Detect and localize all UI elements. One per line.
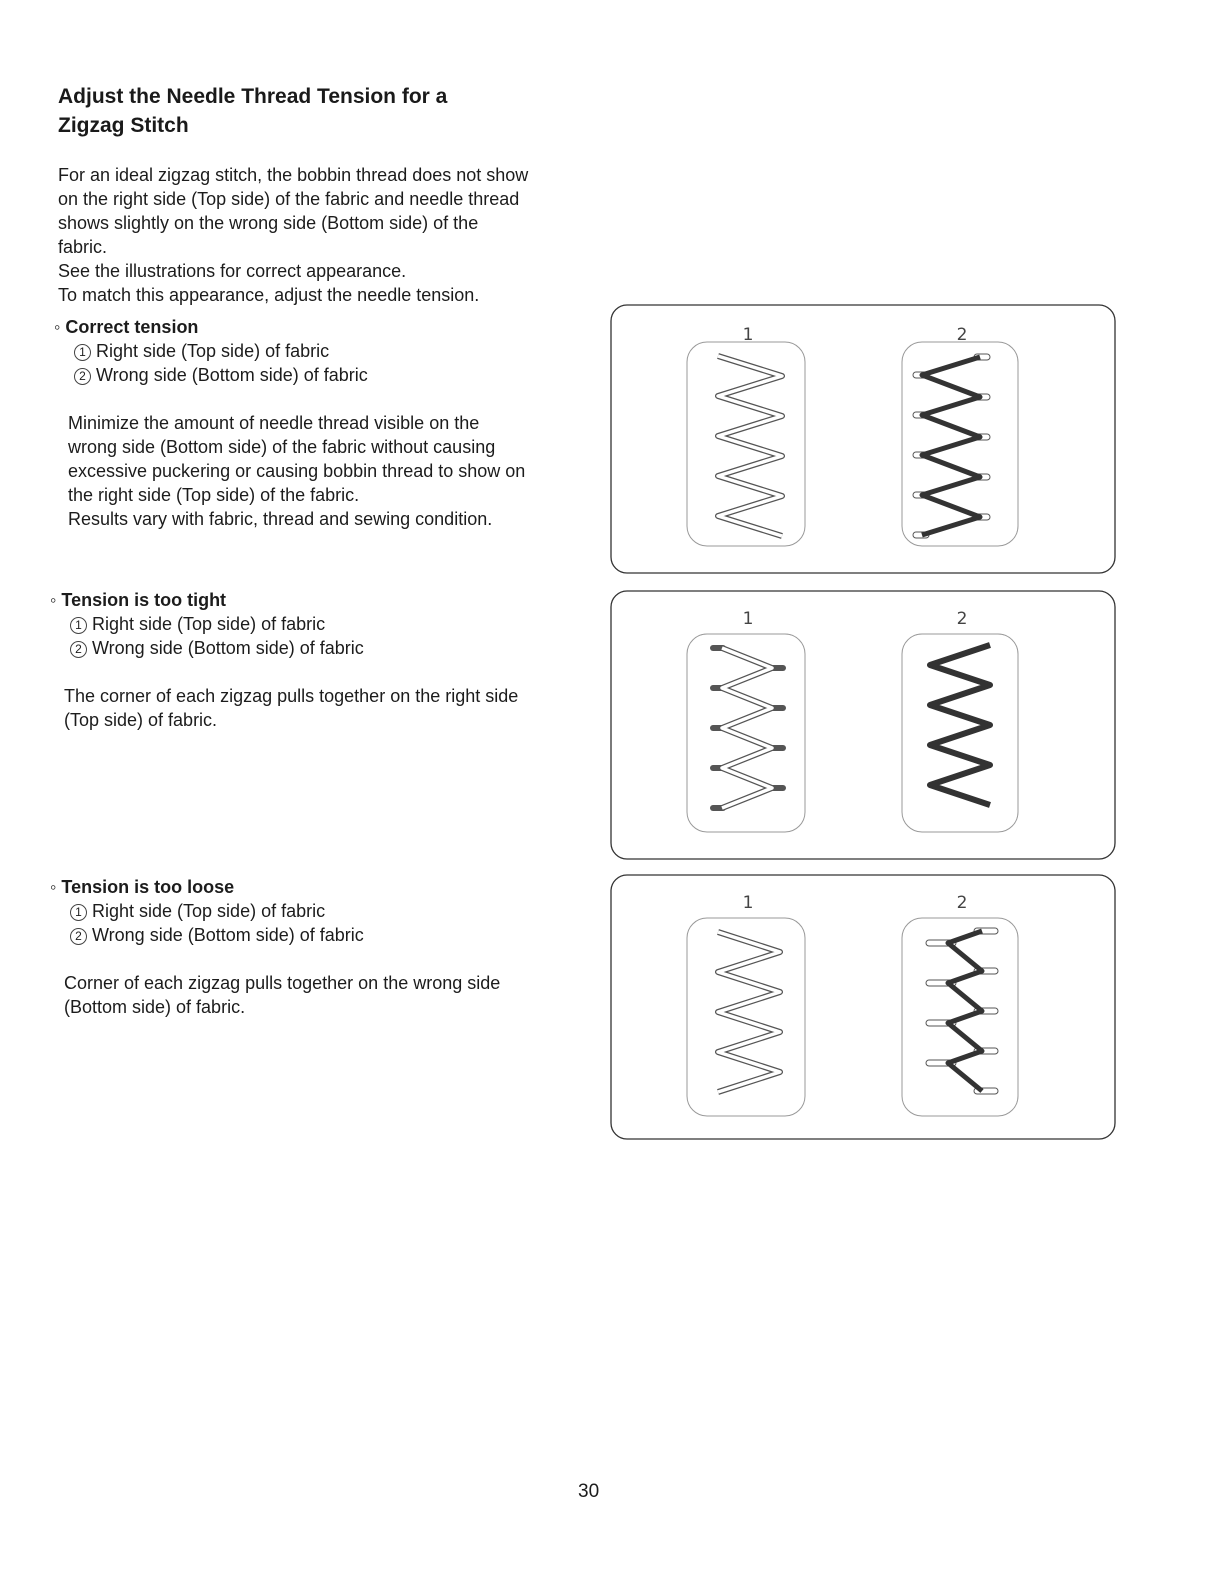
panel-label-2: 2: [956, 325, 968, 345]
intro-line: shows slightly on the wrong side (Bottom side) of the: [58, 213, 479, 233]
desc-line: Results vary with fabric, thread and sewing condition.: [68, 509, 493, 529]
section-description: [64, 971, 590, 1019]
circled-number-1: 1: [70, 617, 87, 634]
panel-label-1: 1: [742, 893, 754, 913]
circled-number-1: 1: [70, 904, 87, 921]
circled-number-1: 1: [74, 344, 91, 361]
panel-label-2: 2: [956, 609, 968, 629]
needle-thread-wrong-side: [948, 931, 982, 1091]
desc-line: wrong side (Bottom side) of the fabric without causing: [68, 437, 496, 457]
intro-line: See the illustrations for correct appearance.: [58, 261, 407, 281]
section-heading: ◦ Tension is too loose: [50, 877, 235, 897]
illustration-tension-too-tight: [610, 590, 1116, 860]
circled-number-2: 2: [70, 928, 87, 945]
section-tension-too-loose: [50, 875, 590, 1019]
title-line-1: Adjust the Needle Thread Tension for a: [58, 85, 448, 108]
panel-label-1: 1: [742, 325, 754, 345]
illustration-correct-tension: [610, 304, 1116, 574]
bullet-icon: ◦: [54, 317, 61, 337]
needle-thread-wrong-side: [930, 645, 990, 805]
bullet-icon: ◦: [50, 877, 57, 897]
section-heading: ◦ Tension is too tight: [50, 590, 227, 610]
intro-line: To match this appearance, adjust the needle tension.: [58, 285, 480, 305]
section-tension-too-tight: [50, 588, 590, 732]
illustration-tension-too-loose: [610, 874, 1116, 1140]
panel-label-2: 2: [956, 893, 968, 913]
title-line-2: Zigzag Stitch: [58, 114, 189, 137]
legend-item-2: 2 Wrong side (Bottom side) of fabric: [74, 363, 594, 387]
page-title: [58, 82, 447, 140]
desc-line: The corner of each zigzag pulls together on the right side: [64, 686, 519, 706]
desc-line: excessive puckering or causing bobbin thread to show on: [68, 461, 526, 481]
intro-line: For an ideal zigzag stitch, the bobbin thread does not show: [58, 165, 529, 185]
section-heading: ◦ Correct tension: [54, 317, 199, 337]
page-number: 30: [578, 1481, 600, 1502]
intro-text: [58, 163, 598, 307]
circled-number-2: 2: [74, 368, 91, 385]
section-description: [68, 411, 594, 531]
needle-thread-wrong-side: [922, 357, 980, 535]
bullet-icon: ◦: [50, 590, 57, 610]
desc-line: Minimize the amount of needle thread visible on the: [68, 413, 480, 433]
desc-line: (Bottom side) of fabric.: [64, 997, 246, 1017]
legend-item-2: 2 Wrong side (Bottom side) of fabric: [70, 923, 590, 947]
intro-line: on the right side (Top side) of the fabric and needle thread: [58, 189, 520, 209]
intro-line: fabric.: [58, 237, 108, 257]
section-correct-tension: [54, 315, 594, 531]
legend-item-1: 1 Right side (Top side) of fabric: [70, 612, 590, 636]
desc-line: (Top side) of fabric.: [64, 710, 218, 730]
legend-item-1: 1 Right side (Top side) of fabric: [70, 899, 590, 923]
desc-line: Corner of each zigzag pulls together on the wrong side: [64, 973, 501, 993]
panel-label-1: 1: [742, 609, 754, 629]
legend-item-1: 1 Right side (Top side) of fabric: [74, 339, 594, 363]
desc-line: the right side (Top side) of the fabric.: [68, 485, 360, 505]
legend-item-2: 2 Wrong side (Bottom side) of fabric: [70, 636, 590, 660]
section-description: [64, 684, 590, 732]
circled-number-2: 2: [70, 641, 87, 658]
